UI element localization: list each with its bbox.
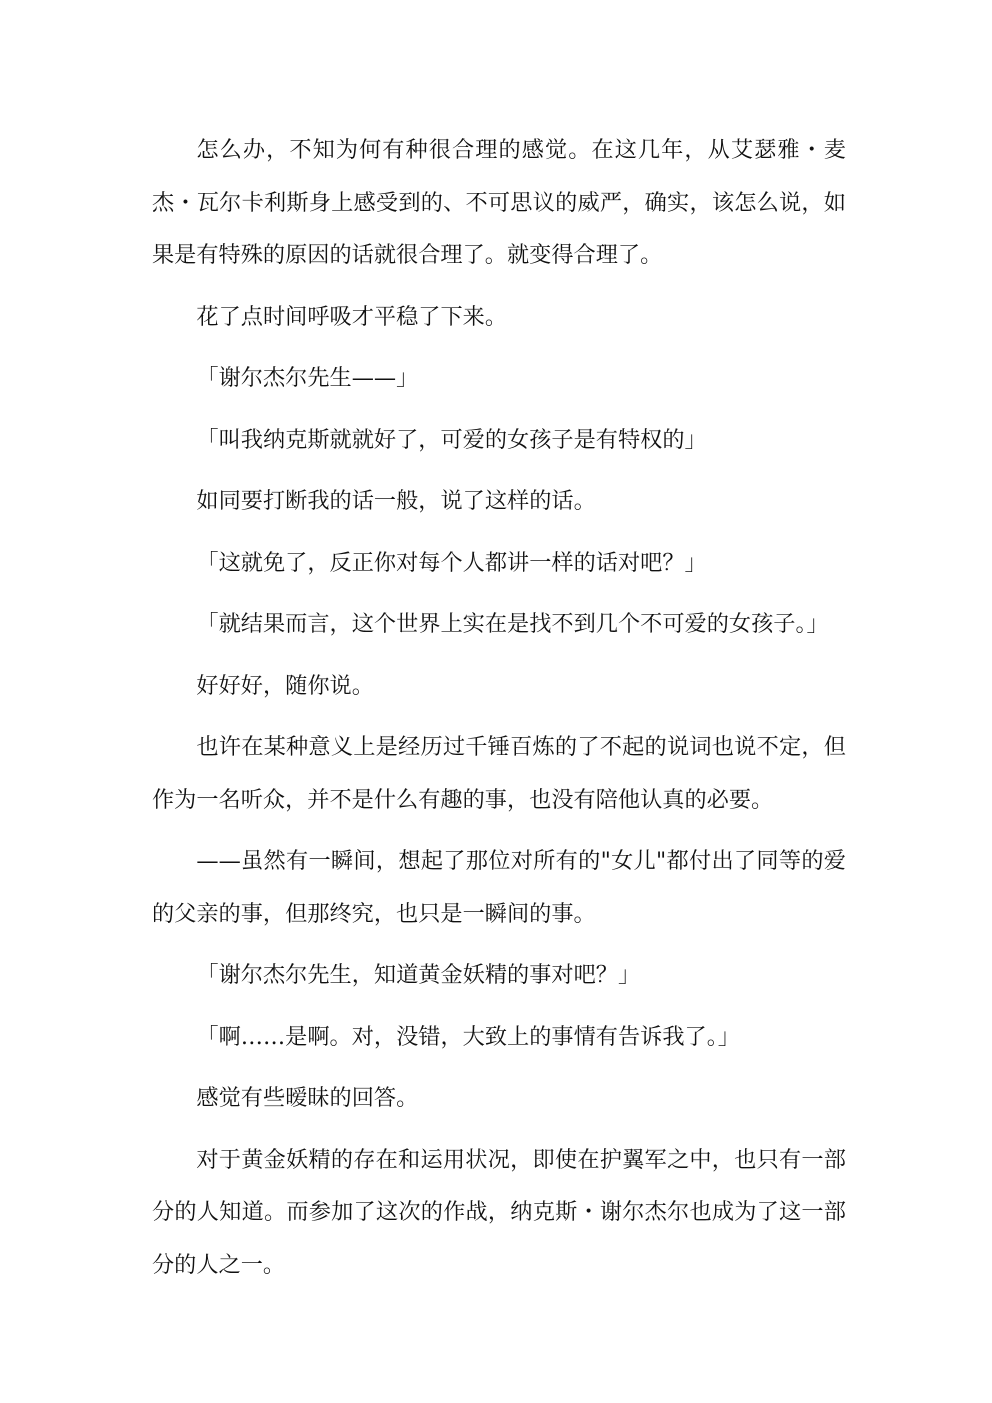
paragraph: 也许在某种意义上是经历过千锤百炼的了不起的说词也说不定，但作为一名听众，并不是什么有趣的事，也没有陪他认真的必要。 [152,734,846,813]
paragraph: 「谢尔杰尔先生——」 [196,365,419,391]
paragraph: 好好好，随你说。 [196,672,374,699]
paragraph: 感觉有些暧昧的回答。 [196,1085,419,1111]
paragraph: 「叫我纳克斯就就好了，可爱的女孩子是有特权的」 [196,426,707,453]
paragraph: 「就结果而言，这个世界上实在是找不到几个不可爱的女孩子。」 [196,611,829,637]
text-body [152,124,846,1300]
paragraph: 对于黄金妖精的存在和运用状况，即使在护翼军之中，也只有一部分的人知道。而参加了这次的作战，纳克斯・谢尔杰尔也成为了这一部分的人之一。 [152,1146,846,1278]
paragraph: 如同要打断我的话一般，说了这样的话。 [196,488,596,514]
paragraph: 怎么办，不知为何有种很合理的感觉。在这几年，从艾瑟雅・麦杰・瓦尔卡利斯身上感受到的、不可思议的威严，确实，该怎么说，如果是有特殊的原因的话就很合理了。就变得合理了。 [152,137,846,268]
paragraph: 「啊……是啊。对，没错，大致上的事情有告诉我了。」 [196,1023,740,1050]
paragraph: 花了点时间呼吸才平稳了下来。 [196,303,508,330]
paragraph: ——虽然有一瞬间，想起了那位对所有的"女儿"都付出了同等的爱的父亲的事，但那终究，也只是一瞬间的事。 [152,848,846,927]
paragraph: 「这就免了，反正你对每个人都讲一样的话对吧？」 [196,549,707,576]
paragraph: 「谢尔杰尔先生，知道黄金妖精的事对吧？」 [196,962,641,988]
